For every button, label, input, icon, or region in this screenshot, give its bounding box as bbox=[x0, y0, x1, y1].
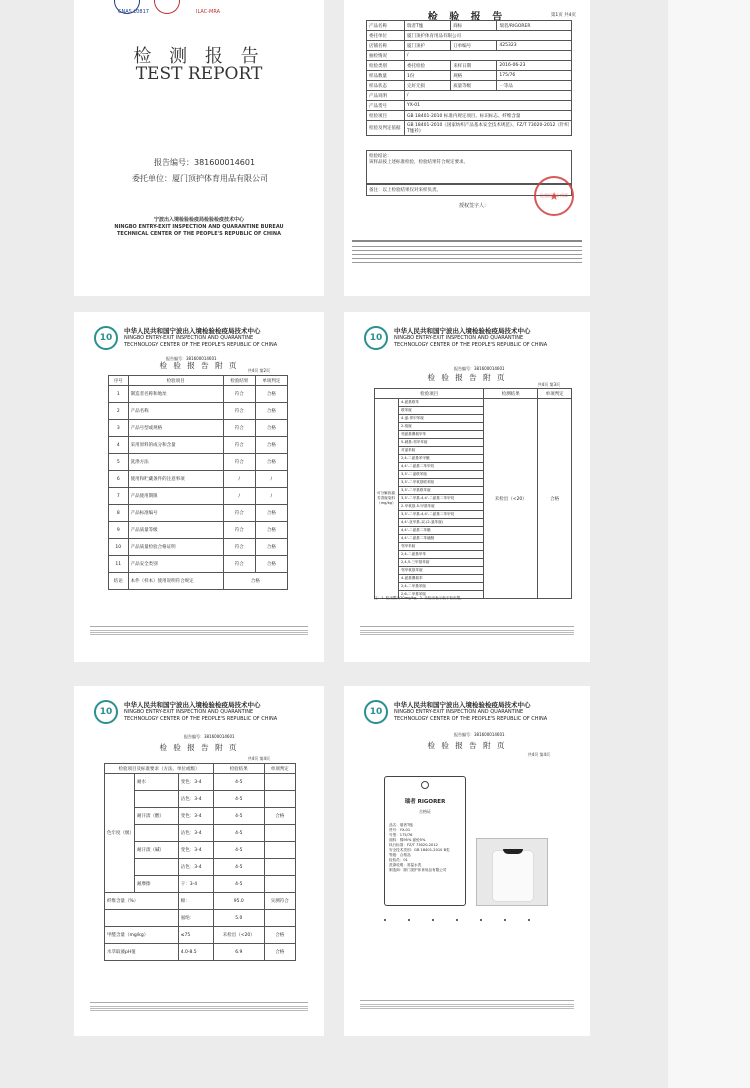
table-cell: 邻甲苯胺 bbox=[399, 543, 484, 551]
table-row bbox=[109, 420, 288, 437]
table-cell: 合格 bbox=[255, 539, 287, 556]
fine-print-line bbox=[352, 262, 582, 263]
tag-line: 洗涤说明：常温水洗 bbox=[389, 863, 422, 867]
inspection-stamp bbox=[534, 176, 574, 216]
table-cell: 合格 bbox=[264, 944, 295, 961]
table-cell: 2,4-二氨基苯甲醚 bbox=[399, 455, 484, 463]
appendix-title: 检 验 报 告 附 页 bbox=[427, 741, 507, 750]
table-cell: 4,4'-二氨基二苯醚 bbox=[399, 527, 484, 535]
table-row bbox=[105, 774, 296, 791]
table-cell: 5-硝基-邻甲苯胺 bbox=[399, 439, 484, 447]
table-cell: 产品名称 bbox=[128, 403, 223, 420]
table-cell: 一等品 bbox=[497, 81, 572, 91]
table-cell: 5.0 bbox=[214, 910, 265, 927]
table-cell: 2-萘胺 bbox=[399, 423, 484, 431]
appendix-page-number: 共4页 第3页 bbox=[537, 382, 560, 387]
table-row bbox=[367, 61, 572, 71]
table-row bbox=[367, 31, 572, 41]
tag-line: 品名：瑞者T恤 bbox=[389, 823, 413, 827]
table-cell bbox=[135, 825, 179, 842]
table-cell: 符合 bbox=[223, 403, 255, 420]
table-cell: / bbox=[255, 471, 287, 488]
table-cell: 符合 bbox=[223, 556, 255, 573]
table-cell: 5 bbox=[109, 454, 129, 471]
appendix-title: 检 验 报 告 附 页 bbox=[159, 361, 239, 370]
fine-print-footer bbox=[90, 626, 308, 638]
tag-line: 制造商：厦门顶护体育用品有限公司 bbox=[389, 868, 447, 872]
table-cell: YX-01 bbox=[405, 101, 572, 111]
appendix-header bbox=[364, 700, 547, 724]
table-cell: 3,3'-二甲基-4,4'-二氨基二苯甲烷 bbox=[399, 495, 484, 503]
cover-footer-cn: 宁波出入境检验检疫局检验检疫技术中心 bbox=[153, 217, 244, 223]
conclusion-box bbox=[366, 150, 572, 184]
table-cell: 3 bbox=[109, 420, 129, 437]
table-cell: 4 bbox=[109, 437, 129, 454]
table-cell: 水萃取液pH值 bbox=[105, 944, 179, 961]
cnas-label: CNAS L0817 bbox=[118, 9, 149, 15]
table-cell bbox=[135, 791, 179, 808]
appendix-page-3 bbox=[74, 686, 324, 1036]
table-cell: 10 bbox=[109, 539, 129, 556]
table-cell: 2,4,5-三甲基苯胺 bbox=[399, 559, 484, 567]
tshirt-icon bbox=[493, 851, 533, 901]
fine-print-footer bbox=[90, 1002, 308, 1014]
table-cell: 邻甲氧基苯胺 bbox=[399, 567, 484, 575]
center-logo-icon: 10 bbox=[364, 700, 388, 724]
table-cell: 检测结果 bbox=[484, 389, 538, 399]
table-cell: 4,4'-二氨基二苯甲烷 bbox=[399, 463, 484, 471]
report-page bbox=[344, 0, 590, 296]
table-cell: 变色：3-4 bbox=[178, 842, 213, 859]
table-cell: 4-氨基联苯 bbox=[399, 399, 484, 407]
org-name-en2: TECHNOLOGY CENTER OF THE PEOPLE'S REPUBLIC OF CHINA bbox=[124, 715, 278, 722]
table-row bbox=[367, 111, 572, 121]
table-cell: GB 18401-2010 标准内规定项目、标识标志、纤维含量 bbox=[405, 111, 572, 121]
center-logo-icon: 10 bbox=[364, 326, 388, 350]
table-cell: 合格 bbox=[255, 403, 287, 420]
table-cell: 单项判定 bbox=[255, 376, 287, 386]
table-cell: 色牢度（级） bbox=[105, 774, 135, 893]
table-cell: 沾色：3-4 bbox=[178, 859, 213, 876]
table-cell: 6 bbox=[109, 471, 129, 488]
table-row bbox=[375, 399, 572, 407]
table-cell: 检验项目 bbox=[128, 376, 223, 386]
org-name-cn: 中华人民共和国宁波出入境检验检疫局技术中心 bbox=[124, 700, 261, 709]
appendix-report-number: 报告编号：381600014601 bbox=[184, 734, 235, 739]
table-row bbox=[367, 81, 572, 91]
table-row bbox=[367, 101, 572, 111]
table-cell: 纤维含量（%） bbox=[105, 893, 179, 910]
table-cell: 邻氨基偶氮甲苯 bbox=[399, 431, 484, 439]
appendix-title: 检 验 报 告 附 页 bbox=[427, 373, 507, 382]
table-cell: 合格 bbox=[264, 808, 295, 825]
table-cell: 样品数量 bbox=[367, 71, 405, 81]
tag-brand: 瑞者 RIGORER bbox=[404, 799, 446, 805]
org-name-en1: NINGBO ENTRY-EXIT INSPECTION AND QUARANTINE bbox=[124, 709, 254, 716]
table-row bbox=[367, 51, 572, 61]
fine-print-line bbox=[352, 250, 582, 251]
table-cell: 联苯胺 bbox=[399, 407, 484, 415]
table-cell: 合格 bbox=[255, 437, 287, 454]
table-cell: 规格 bbox=[451, 71, 497, 81]
table-cell: 合格 bbox=[255, 454, 287, 471]
report-number: 381600014601 bbox=[194, 158, 256, 167]
appendix-header-text bbox=[394, 702, 547, 723]
table-row bbox=[109, 386, 288, 403]
table-cell: 合格 bbox=[255, 386, 287, 403]
table-cell bbox=[105, 910, 179, 927]
table-cell: 瑞者T恤 bbox=[405, 21, 451, 31]
table-cell: 175/76 bbox=[497, 71, 572, 81]
table-cell: 变色：3-4 bbox=[178, 808, 213, 825]
table-cell: 合格 bbox=[264, 927, 295, 944]
report-number-line bbox=[154, 157, 255, 168]
table-cell: 单项判定 bbox=[264, 764, 295, 774]
table-row bbox=[109, 556, 288, 573]
report-number-label: 报告编号： bbox=[154, 158, 194, 167]
table-cell: 8 bbox=[109, 505, 129, 522]
table-cell: 1 bbox=[109, 386, 129, 403]
client-line bbox=[132, 173, 268, 184]
table-cell: 检验项目 bbox=[367, 111, 405, 121]
appendix-page-number: 共4页 第4页 bbox=[247, 756, 270, 761]
tag-line: 检验员：01 bbox=[389, 858, 408, 862]
table-cell: 符合 bbox=[223, 539, 255, 556]
table-cell: 2016-06-23 bbox=[497, 61, 572, 71]
table-cell: 425323 bbox=[497, 41, 572, 51]
tag-line: 货号：YX-01 bbox=[389, 828, 411, 832]
table-cell: 质量等级 bbox=[451, 81, 497, 91]
org-name-en2: TECHNOLOGY CENTER OF THE PEOPLE'S REPUBLIC OF CHINA bbox=[124, 341, 278, 348]
conclusion-label: 检验结论： bbox=[369, 154, 392, 159]
fine-print-line bbox=[352, 254, 582, 255]
table-cell: 2,6-二甲基苯胺 bbox=[399, 591, 484, 599]
stamp-text: ★ 检验检测专用章 bbox=[540, 193, 568, 198]
appendix-header bbox=[364, 326, 547, 350]
table-cell: 未检出（<20） bbox=[214, 927, 265, 944]
table-cell: 检验类别 bbox=[367, 61, 405, 71]
table-cell: 洗涤方法 bbox=[128, 454, 223, 471]
appendix-page-2 bbox=[344, 312, 590, 662]
cover-footer bbox=[74, 217, 324, 238]
table-row bbox=[367, 21, 572, 31]
table-cell: 合格 bbox=[255, 505, 287, 522]
tshirt-photo bbox=[476, 838, 548, 906]
appendix-header-text bbox=[124, 702, 277, 723]
table-cell: 4-5 bbox=[214, 842, 265, 859]
table-cell: 3,3'-二甲氧基联苯胺 bbox=[399, 479, 484, 487]
table-cell: 检验项目及标准要求（方法、单位或级） bbox=[105, 764, 214, 774]
table-cell: 产品货号 bbox=[367, 101, 405, 111]
table-cell: 2,4-二氨基甲苯 bbox=[399, 551, 484, 559]
table-cell bbox=[264, 876, 295, 893]
tag-line: 号型：175/76 bbox=[389, 833, 413, 837]
table-row bbox=[367, 91, 572, 101]
table-cell: / bbox=[255, 488, 287, 505]
table-row bbox=[109, 505, 288, 522]
table-cell: 对氯苯胺 bbox=[399, 447, 484, 455]
hang-tag-photo bbox=[384, 776, 466, 906]
table-cell: 4.0-8.5 bbox=[178, 944, 213, 961]
org-name-en2: TECHNOLOGY CENTER OF THE PEOPLE'S REPUBLIC OF CHINA bbox=[394, 715, 548, 722]
cover-title-en: TEST REPORT bbox=[135, 64, 263, 84]
tag-subtitle: 合格证 bbox=[419, 809, 431, 814]
table-cell: 抽检情况 bbox=[367, 51, 405, 61]
table-cell bbox=[264, 825, 295, 842]
table-row bbox=[105, 764, 296, 774]
divider bbox=[352, 240, 582, 242]
table-cell: 可分解致癌芳香胺染料（mg/kg） bbox=[375, 399, 399, 599]
amine-test-table bbox=[374, 388, 572, 599]
table-cell: 沾色：3-4 bbox=[178, 791, 213, 808]
table-row bbox=[109, 454, 288, 471]
table-cell: 4-5 bbox=[214, 859, 265, 876]
table-row bbox=[109, 488, 288, 505]
ilac-logo-icon bbox=[154, 0, 180, 14]
label-check-table bbox=[108, 375, 288, 590]
table-row bbox=[105, 893, 296, 910]
fine-print-footer bbox=[360, 626, 574, 638]
table-cell: 产品说明 bbox=[367, 91, 405, 101]
tag-line: 执行标准：FZ/T 73020-2012 bbox=[389, 843, 438, 847]
table-cell: 委托单位 bbox=[367, 31, 405, 41]
fine-print-line bbox=[352, 258, 582, 259]
table-cell: 委托检验 bbox=[405, 61, 451, 71]
signer-label: 授权签字人： bbox=[459, 203, 490, 209]
table-row bbox=[367, 71, 572, 81]
appendix-header bbox=[94, 700, 277, 724]
table-cell: 4,4'-亚甲基-双-(2-氯苯胺) bbox=[399, 519, 484, 527]
table-row bbox=[105, 910, 296, 927]
table-cell: 氨纶： bbox=[178, 910, 213, 927]
table-cell: 变色：3-4 bbox=[178, 774, 213, 791]
table-cell: 4-氨基偶氮苯 bbox=[399, 575, 484, 583]
colorfastness-table bbox=[104, 763, 296, 961]
table-cell: 检验结果 bbox=[214, 764, 265, 774]
table-row bbox=[105, 944, 296, 961]
table-cell: 合格 bbox=[255, 420, 287, 437]
table-cell: 序号 bbox=[109, 376, 129, 386]
table-cell: 3,3'-二甲基-4,4'-二氨基二苯甲烷 bbox=[399, 511, 484, 519]
table-cell: 4-5 bbox=[214, 808, 265, 825]
appendix-page-number: 共4页 第4页 bbox=[527, 752, 550, 757]
table-row bbox=[109, 376, 288, 386]
table-cell bbox=[135, 859, 179, 876]
table-cell: 产品名称 bbox=[367, 21, 405, 31]
table-cell: 沾色：3-4 bbox=[178, 825, 213, 842]
table-cell: 采用原料的成分和含量 bbox=[128, 437, 223, 454]
fine-print-footer bbox=[360, 1000, 574, 1012]
table-cell: 检验结果 bbox=[223, 376, 255, 386]
table-cell: 7 bbox=[109, 488, 129, 505]
table-cell: 合格 bbox=[255, 522, 287, 539]
org-name-cn: 中华人民共和国宁波出入境检验检疫局技术中心 bbox=[124, 326, 261, 335]
table-cell: 产品使用期限 bbox=[128, 488, 223, 505]
conclusion-text: 该样品按上述标准检验，检验结果符合规定要求。 bbox=[369, 160, 468, 165]
table-cell: 合格 bbox=[223, 573, 287, 590]
table-cell: 产品号型或规格 bbox=[128, 420, 223, 437]
table-cell: 符合 bbox=[223, 522, 255, 539]
table-cell: 4-5 bbox=[214, 825, 265, 842]
table-cell: 检验项目 bbox=[375, 389, 484, 399]
table-cell: / bbox=[405, 91, 572, 101]
report-title: 检 验 报 告 bbox=[427, 12, 507, 23]
tag-line: 等级：合格品 bbox=[389, 853, 411, 857]
appendix-page-1 bbox=[74, 312, 324, 662]
table-cell: 3,3'-二甲基联苯胺 bbox=[399, 487, 484, 495]
table-cell: 店铺名称 bbox=[367, 41, 405, 51]
table-cell: 4,4'-二氨基二苯硫醚 bbox=[399, 535, 484, 543]
ilac-label: ILAC-MRA bbox=[196, 9, 221, 15]
center-logo-icon: 10 bbox=[94, 700, 118, 724]
table-cell: 产品质量等级 bbox=[128, 522, 223, 539]
appendix-report-number: 报告编号：381600014601 bbox=[166, 356, 217, 361]
table-cell: 耐汗渍（碱） bbox=[135, 842, 179, 859]
cover-footer-en1: NINGBO ENTRY-EXIT INSPECTION AND QUARANTINE BUREAU bbox=[114, 224, 284, 230]
table-cell: 符合 bbox=[223, 437, 255, 454]
client-label: 委托单位： bbox=[132, 174, 172, 183]
table-row bbox=[109, 522, 288, 539]
center-logo-icon: 10 bbox=[94, 326, 118, 350]
appendix-header bbox=[94, 326, 277, 350]
org-name-en1: NINGBO ENTRY-EXIT INSPECTION AND QUARANTINE bbox=[394, 335, 524, 342]
table-cell: 耐汗渍（酸） bbox=[135, 808, 179, 825]
tag-lines bbox=[389, 823, 461, 873]
table-cell: 耐摩擦 bbox=[135, 876, 179, 893]
table-cell: 2-甲氧基-5-甲基苯胺 bbox=[399, 503, 484, 511]
tag-line: 安全技术类别：GB 18401-2010 B类 bbox=[389, 848, 450, 852]
table-cell: 2 bbox=[109, 403, 129, 420]
table-row bbox=[109, 437, 288, 454]
client-name: 厦门顶护体育用品有限公司 bbox=[172, 174, 268, 183]
table-cell: 产品标准编号 bbox=[128, 505, 223, 522]
table-row bbox=[109, 539, 288, 556]
table-cell: 4-5 bbox=[214, 791, 265, 808]
table-cell: 瑞者/RIGORER bbox=[497, 21, 572, 31]
appendix-header-text bbox=[394, 328, 547, 349]
cover-title-cn: 检 测 报 告 bbox=[133, 46, 265, 67]
org-name-en2: TECHNOLOGY CENTER OF THE PEOPLE'S REPUBLIC OF CHINA bbox=[394, 341, 548, 348]
cover-page bbox=[74, 0, 324, 296]
table-cell: 干：3-4 bbox=[178, 876, 213, 893]
appendix-title: 检 验 报 告 附 页 bbox=[159, 743, 239, 752]
table-cell: 4-5 bbox=[214, 774, 265, 791]
table-cell: 4-氯-邻甲苯胺 bbox=[399, 415, 484, 423]
table-cell: 9 bbox=[109, 522, 129, 539]
table-cell: 11 bbox=[109, 556, 129, 573]
table-cell bbox=[264, 859, 295, 876]
table-cell: 订单编号 bbox=[451, 41, 497, 51]
appendix-page-4 bbox=[344, 686, 590, 1036]
table-cell bbox=[264, 842, 295, 859]
table-cell bbox=[264, 791, 295, 808]
table-cell bbox=[264, 774, 295, 791]
table-cell: 商标 bbox=[451, 21, 497, 31]
table-cell: 本件（样本）使用说明符合规定 bbox=[128, 573, 223, 590]
table-cell: 未检出（<20） bbox=[484, 399, 538, 599]
table-cell: 棉： bbox=[178, 893, 213, 910]
table-cell: 样品状态 bbox=[367, 81, 405, 91]
tag-hole-icon bbox=[421, 781, 429, 789]
tag-line: 面料：棉95% 氨纶5% bbox=[389, 838, 426, 842]
table-cell: 结论 bbox=[109, 573, 129, 590]
table-row bbox=[105, 927, 296, 944]
table-row bbox=[367, 121, 572, 136]
table-cell: 制造者名称和地址 bbox=[128, 386, 223, 403]
report-page-number: 第1页 共4页 bbox=[550, 13, 576, 18]
table-cell: 厦门顶护 bbox=[405, 41, 451, 51]
table-row bbox=[109, 403, 288, 420]
table-cell: 耐水 bbox=[135, 774, 179, 791]
right-margin-strip bbox=[668, 0, 750, 1088]
table-cell: / bbox=[223, 488, 255, 505]
table-cell: 合格 bbox=[538, 399, 572, 599]
amine-note: 注：1. 检出限为20mg/kg；2. 未检出表示低于检出限。 bbox=[374, 596, 464, 600]
photo-dots bbox=[384, 919, 530, 921]
table-row bbox=[109, 471, 288, 488]
report-info-table bbox=[366, 20, 572, 136]
table-row bbox=[367, 41, 572, 51]
cover-footer-en2: TECHNICAL CENTER OF THE PEOPLE'S REPUBLIC OF CHINA bbox=[117, 231, 281, 237]
table-cell: GB 18401-2010《国家纺织产品基本安全技术规范》、FZ/T 73020-2012《针织T恤衫》 bbox=[405, 121, 572, 136]
table-cell: ≤75 bbox=[178, 927, 213, 944]
table-cell: 符合 bbox=[223, 386, 255, 403]
org-name-en1: NINGBO ENTRY-EXIT INSPECTION AND QUARANTINE bbox=[124, 335, 254, 342]
table-cell: 使用和贮藏条件的注意事项 bbox=[128, 471, 223, 488]
table-cell: 95.0 bbox=[214, 893, 265, 910]
table-cell: 实测符合 bbox=[264, 893, 295, 910]
fine-print-line bbox=[352, 246, 582, 247]
org-name-en1: NINGBO ENTRY-EXIT INSPECTION AND QUARANTINE bbox=[394, 709, 524, 716]
table-cell: 4-5 bbox=[214, 876, 265, 893]
table-cell: 6.9 bbox=[214, 944, 265, 961]
table-cell: 检验及判定依据 bbox=[367, 121, 405, 136]
table-cell: 2,4-二甲基苯胺 bbox=[399, 583, 484, 591]
table-cell: / bbox=[405, 51, 572, 61]
table-cell: 单项判定 bbox=[538, 389, 572, 399]
collar-icon bbox=[503, 849, 523, 854]
table-row bbox=[375, 389, 572, 399]
org-name-cn: 中华人民共和国宁波出入境检验检疫局技术中心 bbox=[394, 700, 531, 709]
table-cell: 符合 bbox=[223, 420, 255, 437]
table-cell: 来样日期 bbox=[451, 61, 497, 71]
appendix-report-number: 报告编号：381600014601 bbox=[454, 366, 505, 371]
table-cell: 完好无损 bbox=[405, 81, 451, 91]
table-cell: 符合 bbox=[223, 454, 255, 471]
table-cell: 合格 bbox=[255, 556, 287, 573]
table-cell: 产品安全类别 bbox=[128, 556, 223, 573]
table-cell: 甲醛含量（mg/kg） bbox=[105, 927, 179, 944]
org-name-cn: 中华人民共和国宁波出入境检验检疫局技术中心 bbox=[394, 326, 531, 335]
table-row bbox=[109, 573, 288, 590]
appendix-page-number: 共4页 第2页 bbox=[247, 368, 270, 373]
table-cell: 产品质量检验合格证明 bbox=[128, 539, 223, 556]
table-cell: 符合 bbox=[223, 505, 255, 522]
table-cell bbox=[264, 910, 295, 927]
appendix-header-text bbox=[124, 328, 277, 349]
appendix-report-number: 报告编号：381600014601 bbox=[454, 732, 505, 737]
table-cell: / bbox=[223, 471, 255, 488]
table-cell: 3,3'-二氯联苯胺 bbox=[399, 471, 484, 479]
table-cell: 厦门顶护体育用品有限公司 bbox=[405, 31, 572, 41]
remark-box: 备注：以上检验结果仅对来样负责。 bbox=[366, 184, 572, 196]
table-cell: 1份 bbox=[405, 71, 451, 81]
